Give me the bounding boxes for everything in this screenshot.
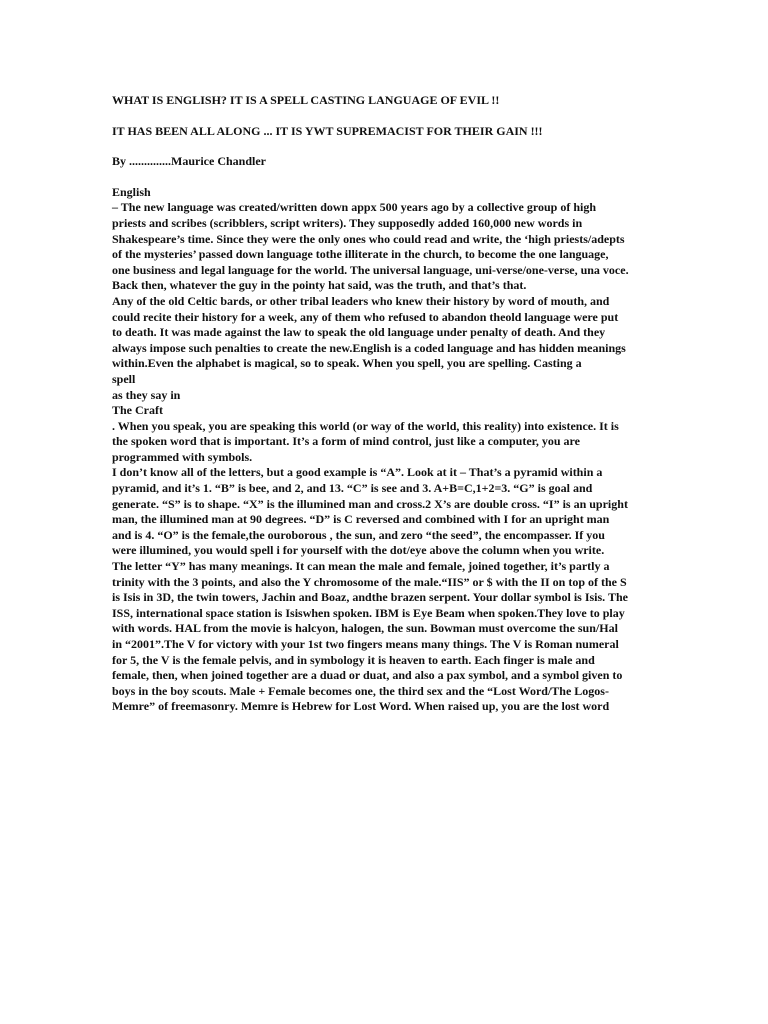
text-line: with words. HAL from the movie is halcyon, halogen, the sun. Bowman must overcome the sun/Hal [112, 621, 618, 636]
text-line: were illumined, you would spell i for yourself with the dot/eye above the column when you write. [112, 543, 605, 558]
text-line: priests and scribes (scribblers, script writers). They supposedly added 160,000 new words in [112, 215, 583, 230]
fragment-as-they-say: as they say in [112, 387, 181, 402]
text-line: The letter “Y” has many meanings. It can mean the male and female, joined together, it’s partly a [112, 559, 610, 574]
text-line: and is 4. “O” is the female,the ouroborous , the sun, and zero “the seed”, the encompasser. If you [112, 527, 605, 542]
text-line: Back then, whatever the guy in the pointy hat said, was the truth, and that’s that. [112, 278, 527, 293]
document-page [112, 93, 658, 715]
text-line: Memre” of freemasonry. Memre is Hebrew for Lost Word. When raised up, you are the lost word [112, 699, 610, 714]
text-line: always impose such penalties to create the new.English is a coded language and has hidden meanings [112, 340, 626, 355]
author-byline: By ..............Maurice Chandler [112, 154, 266, 169]
text-line: Shakespeare’s time. Since they were the only ones who could read and write, the ‘high priests/adepts [112, 231, 625, 246]
paragraph-letters [112, 465, 658, 715]
text-line: Any of the old Celtic bards, or other tribal leaders who knew their history by word of mouth, and [112, 293, 610, 308]
fragment-spell: spell [112, 371, 136, 386]
section-label: English [112, 184, 151, 199]
paragraph-origin [112, 200, 658, 294]
text-line: the spoken word that is important. It’s a form of mind control, just like a computer, you are [112, 434, 580, 449]
text-line: generate. “S” is to shape. “X” is the illumined man and cross.2 X’s are double cross. “I” is an upright [112, 496, 628, 511]
text-line: to death. It was made against the law to speak the old language under penalty of death. And they [112, 325, 606, 340]
text-line: – The new language was created/written down appx 500 years ago by a collective group of high [112, 200, 597, 215]
text-line: in “2001”.The V for victory with your 1st two fingers means many things. The V is Roman numeral [112, 637, 619, 651]
document-subtitle: IT HAS BEEN ALL ALONG ... IT IS YWT SUPREMACIST FOR THEIR GAIN !!! [112, 123, 543, 138]
text-line: female, then, when joined together are a duad or duat, and also a pax symbol, and a symbol given to [112, 668, 623, 683]
text-line: trinity with the 3 points, and also the Y chromosome of the male.“IIS” or $ with the II on top of the S [112, 574, 627, 589]
text-line: I don’t know all of the letters, but a good example is “A”. Look at it – That’s a pyramid within a [112, 465, 603, 480]
paragraph-bards [112, 294, 658, 372]
document-title: WHAT IS ENGLISH? IT IS A SPELL CASTING LANGUAGE OF EVIL !! [112, 93, 500, 107]
text-line: one business and legal language for the world. The universal language, uni-verse/one-verse, una voce. [112, 262, 629, 277]
text-line: of the mysteries’ passed down language tothe illiterate in the church, to become the one language, [112, 247, 609, 262]
text-line: could recite their history for a week, any of them who refused to abandon theold language were put [112, 309, 619, 324]
text-line: ISS, international space station is Isiswhen spoken. IBM is Eye Beam when spoken.They love to play [112, 605, 625, 620]
text-line: programmed with symbols. [112, 449, 253, 464]
text-line: within.Even the alphabet is magical, so to speak. When you spell, you are spelling. Casting a [112, 356, 582, 371]
text-line: boys in the boy scouts. Male + Female becomes one, the third sex and the “Lost Word/The Logos- [112, 683, 609, 698]
text-line: for 5, the V is the female pelvis, and in symbology it is heaven to earth. Each finger is male and [112, 652, 595, 667]
text-line: man, the illumined man at 90 degrees. “D” is C reversed and combined with I for an upright man [112, 512, 610, 527]
text-line: pyramid, and it’s 1. “B” is bee, and 2, and 13. “C” is see and 3. A+B=C,1+2=3. “G” is goal and [112, 481, 593, 496]
text-line: . When you speak, you are speaking this world (or way of the world, this reality) into existence. It is [112, 418, 619, 433]
fragment-the-craft: The Craft [112, 403, 163, 418]
paragraph-speaking [112, 419, 658, 466]
text-line: is Isis in 3D, the twin towers, Jachin and Boaz, andthe brazen serpent. Your dollar symbol is Isis. The [112, 590, 628, 605]
